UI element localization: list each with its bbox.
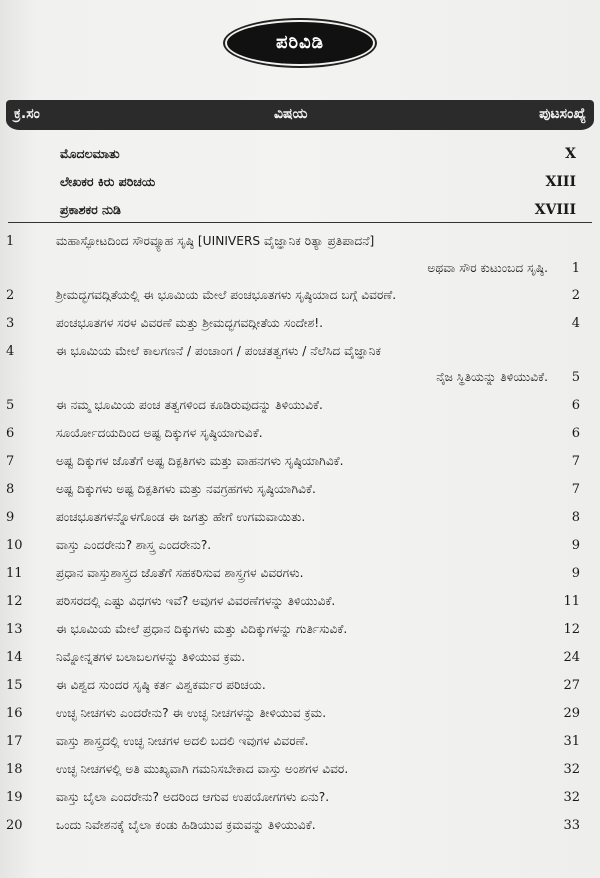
- entry-number: 17: [6, 734, 23, 749]
- entry-page: 31: [563, 734, 580, 749]
- entry-page: 1: [571, 261, 580, 276]
- entry-page: 12: [563, 622, 580, 637]
- entry-text: ಉಚ್ಛ ನೀಚಗಳು ಎಂದರೇನು? ಈ ಉಚ್ಛ ನೀಚಗಳನ್ನು ತೀಳಿಯುವ ಕ್ರಮ.: [56, 706, 327, 720]
- entry-text: ಈ ಭೂಮಿಯ ಮೇಲೆ ಕಾಲಗಣನೆ / ಪಂಚಾಂಗ / ಪಂಚತತ್ವಗಳು / ನೆಲೆಸಿದ ವೈಜ್ಞಾನಿಕ: [56, 344, 381, 358]
- header-subject: ವಿಷಯ: [274, 106, 308, 122]
- entry-page: 8: [571, 510, 580, 525]
- entry-number: 13: [6, 622, 23, 637]
- entry-number: 16: [6, 706, 23, 721]
- entry-page: 2: [571, 288, 580, 303]
- entry-text: ನಿಮ್ನೋನ್ನತಗಳ ಬಲಾಬಲಗಳನ್ನು ತಿಳಿಯುವ ಕ್ರಮ.: [56, 650, 246, 664]
- entry-page: 33: [563, 818, 580, 833]
- entry-text: ಈ ಭೂಮಿಯ ಮೇಲೆ ಪ್ರಧಾನ ದಿಕ್ಕುಗಳು ಮತ್ತು ವಿದಿಕ್ಕುಗಳನ್ನು ಗುರ್ತಿಸುವಿಕೆ.: [56, 622, 348, 636]
- entry-text: ಪಂಚಭೂತಗಳ ಸರಳ ವಿವರಣೆ ಮತ್ತು ಶ್ರೀಮದ್ಭಗವದ್ಗೀತೆಯ ಸಂದೇಶ!.: [56, 316, 324, 330]
- entry-page: 24: [563, 650, 580, 665]
- entry-text: ಉಚ್ಛ ನೀಚಗಳಲ್ಲಿ ಅತಿ ಮುಖ್ಯವಾಗಿ ಗಮನಿಸಬೇಕಾದ ವಾಸ್ತು ಅಂಶಗಳ ವಿವರ.: [56, 762, 349, 776]
- entry-number: 14: [6, 650, 23, 665]
- entry-page: 11: [563, 594, 580, 609]
- entry-page: 7: [571, 454, 580, 469]
- entry-number: 12: [6, 594, 23, 609]
- entry-number: 11: [6, 566, 23, 581]
- front-matter-text: ಮೊದಲಮಾತು: [60, 146, 120, 161]
- entry-text: ಪ್ರಧಾನ ವಾಸ್ತುಶಾಸ್ತ್ರದ ಜೊತೆಗೆ ಸಹಕರಿಸುವ ಶಾಸ್ತ್ರಗಳ ವಿವರಗಳು.: [56, 566, 304, 580]
- entry-text: ಶ್ರೀಮದ್ಭಗವದ್ಗಿತೆಯಲ್ಲಿ ಈ ಭೂಮಿಯ ಮೇಲೆ ಪಂಚಭೂತಗಳು ಸೃಷ್ಠಿಯಾದ ಬಗ್ಗೆ ವಿವರಣೆ.: [56, 288, 397, 302]
- divider: [8, 222, 592, 223]
- entry-text: ಅಷ್ಟ ದಿಕ್ಕುಗಳ ಜೊತೆಗೆ ಅಷ್ಟ ದಿಕ್ಪತಿಗಳು ಮತ್ತು ವಾಹನಗಳು ಸೃಷ್ಠಿಯಾಗಿವಿಕೆ.: [56, 454, 344, 468]
- front-matter-page: XIII: [545, 174, 576, 190]
- front-matter-text: ಲೇಖಕರ ಕಿರು ಪರಿಚಯ: [60, 174, 156, 189]
- entry-page: 4: [571, 316, 580, 331]
- entry-number: 7: [6, 454, 15, 469]
- entry-text: ಸೂರ್ಯೋದಯದಿಂದ ಅಷ್ಟ ದಿಕ್ಕುಗಳ ಸೃಷ್ಠಿಯಾಗುವಿಕೆ.: [56, 426, 263, 440]
- entry-number: 3: [6, 316, 15, 331]
- entry-text: ವಾಸ್ತು ಬೈಲಾ ಎಂದರೇನು? ಅದರಿಂದ ಆಗುವ ಉಪಯೋಗಗಳು ಏನು?.: [56, 790, 330, 804]
- entry-number: 20: [6, 818, 23, 833]
- entry-number: 5: [6, 398, 15, 413]
- header-serial: ಕ್ರ.ಸಂ: [14, 106, 40, 122]
- entry-text: ವಾಸ್ತು ಎಂದರೇನು? ಶಾಸ್ತ್ರ ಎಂದರೇನು?.: [56, 538, 212, 552]
- entry-page: 7: [571, 482, 580, 497]
- entry-page: 9: [571, 566, 580, 581]
- entry-page: 29: [563, 706, 580, 721]
- entry-number: 10: [6, 538, 23, 553]
- entry-page: 32: [563, 790, 580, 805]
- entry-text: ಈ ನಮ್ಮ ಭೂಮಿಯ ಪಂಚ ತತ್ವಗಳಿಂದ ಕೂಡಿರುವುದನ್ನು ತಿಳಿಯುವಿಕೆ.: [56, 398, 323, 412]
- entry-number: 9: [6, 510, 15, 525]
- entry-text: ಈ ವಿಶ್ವದ ಸುಂದರ ಸೃಷ್ಠಿ ಕರ್ತ ವಿಶ್ವಕರ್ಮರ ಪರಿಚಯ.: [56, 678, 266, 692]
- entry-number: 15: [6, 678, 23, 693]
- entry-page: 32: [563, 762, 580, 777]
- entry-text: ಒಂದು ನಿವೇಶನಕ್ಕೆ ಬೈಲಾ ಕಂಡು ಹಿಡಿಯುವ ಕ್ರಮವನ್ನು ತಿಳಿಯುವಿಕೆ.: [56, 818, 316, 832]
- entry-text: ಅಷ್ಟ ದಿಕ್ಕುಗಳು ಅಷ್ಟ ದಿಕ್ಪತಿಗಳು ಮತ್ತು ನವಗ್ರಹಗಳು ಸೃಷ್ಠಿಯಾಗಿವಿಕೆ.: [56, 482, 316, 496]
- entry-text: ಪರಿಸರದಲ್ಲಿ ಎಷ್ಟು ವಿಧಗಳು ಇವೆ? ಅವುಗಳ ವಿವರಣೆಗಳನ್ನು ತಿಳಿಯುವಿಕೆ.: [56, 594, 336, 608]
- front-matter-text: ಪ್ರಕಾಶಕರ ನುಡಿ: [60, 202, 121, 217]
- page-title: ಪರಿವಿಡಿ: [227, 22, 373, 64]
- entry-number: 1: [6, 234, 15, 249]
- entry-text: ವಾಸ್ತು ಶಾಸ್ತ್ರದಲ್ಲಿ ಉಚ್ಛ ನೀಚಗಳ ಅದಲಿ ಬದಲಿ ಇವುಗಳ ವಿವರಣೆ.: [56, 734, 309, 748]
- header-page: ಪುಟಸಂಖ್ಯೆ: [539, 106, 586, 122]
- entry-page: 6: [571, 398, 580, 413]
- entry-number: 2: [6, 288, 15, 303]
- front-matter-page: X: [565, 146, 576, 162]
- entry-number: 18: [6, 762, 23, 777]
- entry-page: 6: [571, 426, 580, 441]
- entry-number: 8: [6, 482, 15, 497]
- entry-page: 9: [571, 538, 580, 553]
- table-header: [6, 100, 594, 130]
- title-area: [0, 22, 600, 64]
- entry-text: ಮಹಾಸ್ಫೋಟದಿಂದ ಸೌರವ್ಯೂಹ ಸೃಷ್ಠಿ [UINIVERS ವೈಜ್ಞಾನಿಕ ರಿತ್ಯಾ ಪ್ರತಿಪಾದನೆ]: [56, 234, 375, 248]
- entry-text: ಪಂಚಭೂತಗಳನ್ನೊಳಗೊಂಡ ಈ ಜಗತ್ತು ಹೇಗೆ ಉಗಮವಾಯಿತು.: [56, 510, 306, 524]
- entry-number: 6: [6, 426, 15, 441]
- entry-text-continued: ನೈಜ ಸ್ಥಿತಿಯನ್ನು ತಿಳಿಯುವಿಕೆ.: [436, 370, 548, 384]
- entry-page: 5: [571, 370, 580, 385]
- entry-number: 19: [6, 790, 23, 805]
- entry-number: 4: [6, 344, 15, 359]
- entry-text-continued: ಅಥವಾ ಸೌರ ಕುಟುಂಬದ ಸೃಷ್ಠಿ.: [427, 261, 548, 275]
- entry-page: 27: [563, 678, 580, 693]
- front-matter-page: XVIII: [534, 202, 576, 218]
